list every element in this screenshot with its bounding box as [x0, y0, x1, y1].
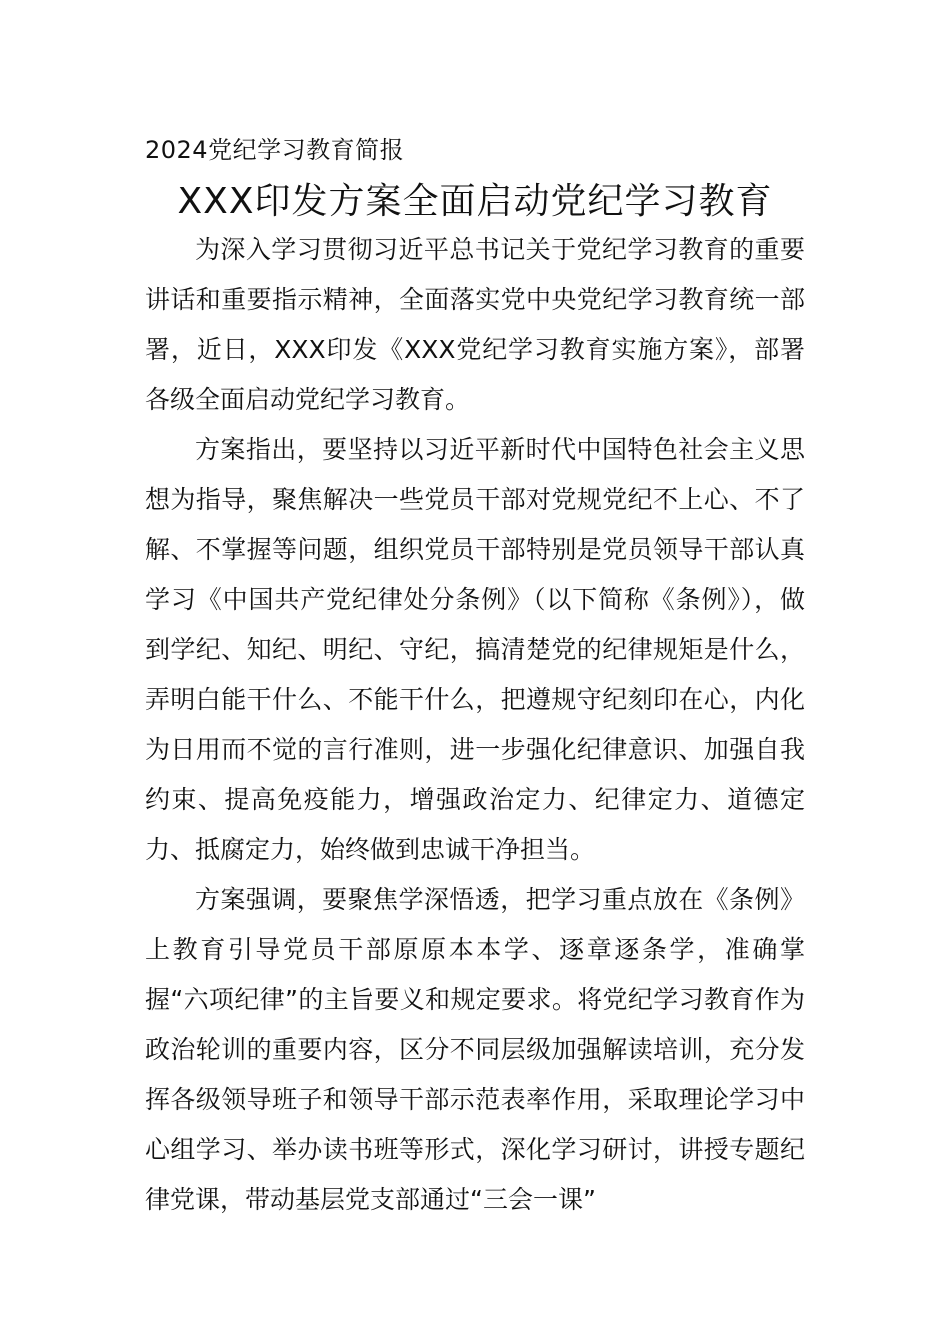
document-title: XXX印发方案全面启动党纪学习教育: [177, 181, 773, 222]
document-body: [145, 225, 805, 1225]
paragraph-intro: 为深入学习贯彻习近平总书记关于党纪学习教育的重要讲话和重要指示精神，全面落实党中央党纪学习教育统一部署，近日，XXX印发《XXX党纪学习教育实施方案》，部署各级全面启动党纪学习教育。: [145, 235, 805, 414]
briefing-header: 2024党纪学习教育简报: [145, 136, 405, 164]
paragraph-plan-points: 方案指出，要坚持以习近平新时代中国特色社会主义思想为指导，聚焦解决一些党员干部对党规党纪不上心、不了解、不掌握等问题，组织党员干部特别是党员领导干部认真学习《中国共产党纪律处分条例》（以下简称《条例》），做到学纪、知纪、明纪、守纪，搞清楚党的纪律规矩是什么，弄明白能干什么、不能干什么，把遵规守纪刻印在心，内化为日用而不觉的言行准则，进一步强化纪律意识、加强自我约束、提高免疫能力，增强政治定力、纪律定力、道德定力、抵腐定力，始终做到忠诚干净担当。: [145, 435, 805, 864]
paragraph-plan-emphasis: 方案强调，要聚焦学深悟透，把学习重点放在《条例》上教育引导党员干部原原本本学、逐章逐条学，准确掌握“六项纪律”的主旨要义和规定要求。将党纪学习教育作为政治轮训的重要内容，区分不同层级加强解读培训，充分发挥各级领导班子和领导干部示范表率作用，采取理论学习中心组学习、举办读书班等形式，深化学习研讨，讲授专题纪律党课，带动基层党支部通过“三会一课”: [145, 885, 805, 1214]
